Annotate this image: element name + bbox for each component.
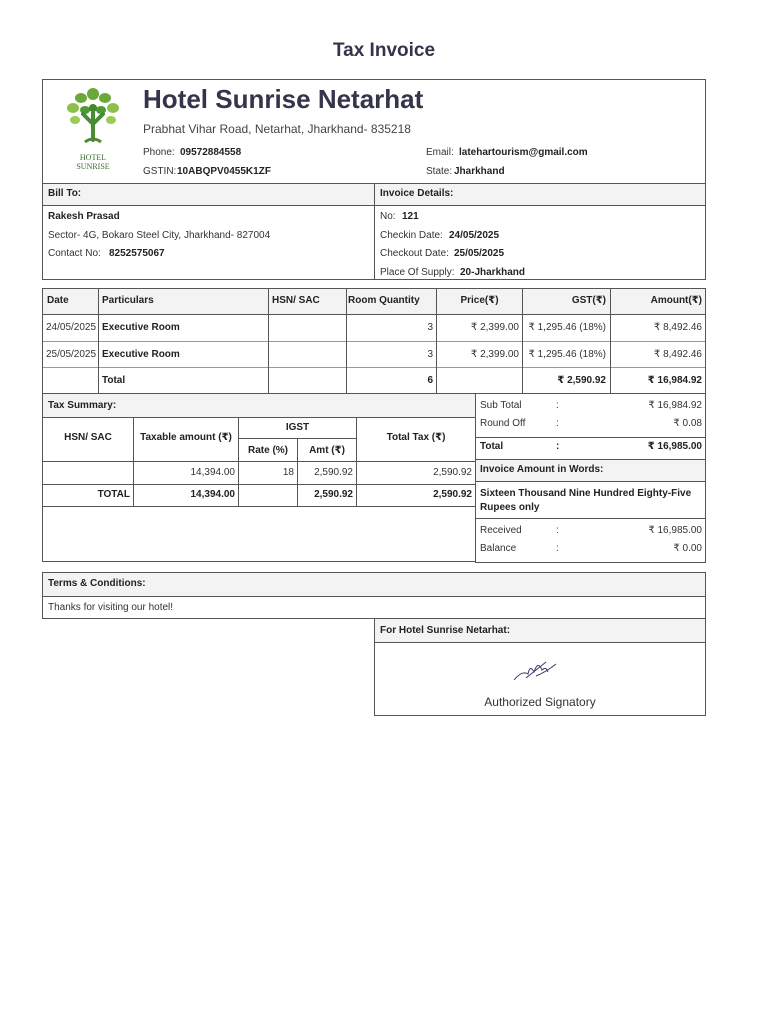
grand-total-colon: : (556, 441, 560, 452)
received-value: ₹ 16,985.00 (648, 525, 702, 536)
row-amount: ₹ 8,492.46 (653, 349, 702, 360)
hotel-phone-label: Phone: (143, 147, 175, 158)
col-header-qty: Room Quantity (348, 295, 420, 306)
tree-logo-icon (63, 84, 123, 146)
col-header-price: Price(₹) (460, 295, 499, 306)
tax-total-total-tax: 2,590.92 (433, 489, 472, 500)
tax-total-taxable: 14,394.00 (190, 489, 235, 500)
received-label: Received (480, 525, 522, 536)
tax-col-taxable: Taxable amount (₹) (140, 432, 232, 443)
checkout-label: Checkout Date: (380, 248, 449, 259)
hotel-name: Hotel Sunrise Netarhat (143, 84, 424, 114)
tax-col-rate: Rate (%) (247, 445, 288, 456)
logo-text-line1: HOTEL (79, 153, 107, 162)
terms-text: Thanks for visiting our hotel! (48, 602, 174, 613)
amount-in-words-heading: Invoice Amount in Words: (480, 464, 604, 475)
row-gst: ₹ 1,295.46 (18%) (528, 322, 606, 333)
hotel-state: Jharkhand (454, 166, 505, 177)
col-header-gst: GST(₹) (571, 295, 606, 306)
row-qty: 3 (427, 349, 433, 360)
items-total-qty: 6 (427, 375, 433, 386)
checkin-date: 24/05/2025 (449, 230, 500, 241)
place-of-supply-label: Place Of Supply: (380, 267, 455, 278)
subtotal-colon: : (556, 400, 559, 411)
tax-total-amt: 2,590.92 (314, 489, 353, 500)
terms-box (42, 572, 706, 619)
customer-contact-label: Contact No: (48, 248, 101, 259)
customer-contact: 8252575067 (109, 248, 165, 259)
hotel-state-label: State: (426, 166, 453, 177)
roundoff-colon: : (556, 418, 559, 429)
authorized-signatory-label: Authorized Signatory (484, 695, 596, 709)
col-header-hsn: HSN/ SAC (272, 295, 320, 306)
checkout-date: 25/05/2025 (454, 248, 505, 259)
items-total-label: Total (102, 375, 126, 386)
hotel-logo (63, 84, 123, 170)
terms-heading: Terms & Conditions: (48, 578, 146, 589)
balance-colon: : (556, 543, 559, 554)
row-date: 25/05/2025 (46, 349, 97, 360)
signature-image (512, 656, 562, 684)
logo-text-line2: SUNRISE (76, 162, 110, 171)
tax-row-taxable: 14,394.00 (190, 467, 235, 478)
tax-col-amt: Amt (₹) (309, 445, 345, 456)
bill-to-heading: Bill To: (48, 188, 82, 199)
row-date: 24/05/2025 (46, 322, 97, 333)
invoice-no: 121 (402, 211, 419, 222)
row-price: ₹ 2,399.00 (470, 322, 519, 333)
row-price: ₹ 2,399.00 (470, 349, 519, 360)
row-particulars: Executive Room (102, 349, 180, 360)
received-colon: : (556, 525, 559, 536)
invoice-no-label: No: (380, 211, 396, 222)
row-amount: ₹ 8,492.46 (653, 322, 702, 333)
roundoff-label: Round Off (480, 418, 526, 429)
customer-name: Rakesh Prasad (48, 211, 120, 222)
tax-row-rate: 18 (282, 467, 294, 478)
tax-total-label: TOTAL (97, 489, 130, 500)
place-of-supply: 20-Jharkhand (460, 267, 526, 278)
row-particulars: Executive Room (102, 322, 180, 333)
invoice-header-box (42, 79, 706, 280)
items-total-gst: ₹ 2,590.92 (557, 375, 606, 386)
hotel-email[interactable]: latehartourism@gmail.com (459, 147, 588, 158)
invoice-details-heading: Invoice Details: (380, 188, 454, 199)
col-header-date: Date (47, 295, 69, 306)
checkin-label: Checkin Date: (380, 230, 443, 241)
grand-total-value: ₹ 16,985.00 (647, 441, 702, 452)
customer-address: Sector- 4G, Bokaro Steel City, Jharkhand- 827004 (48, 230, 271, 241)
col-header-amount: Amount(₹) (650, 295, 702, 306)
roundoff-value: ₹ 0.08 (673, 418, 702, 429)
hotel-gstin-label: GSTIN: (143, 166, 177, 177)
hotel-gstin: 10ABQPV0455K1ZF (177, 166, 271, 177)
balance-value: ₹ 0.00 (673, 543, 702, 554)
balance-label: Balance (480, 543, 517, 554)
signatory-box (374, 618, 706, 716)
col-header-particulars: Particulars (102, 295, 154, 306)
hotel-phone: 09572884558 (180, 147, 242, 158)
subtotal-label: Sub Total (480, 400, 522, 411)
totals-panel (475, 394, 706, 563)
document-title: Tax Invoice (332, 40, 436, 61)
amount-in-words: Sixteen Thousand Nine Hundred Eighty-Five Rupees only (480, 488, 692, 513)
row-qty: 3 (427, 322, 433, 333)
hotel-email-label: Email: (426, 147, 454, 158)
tax-col-hsn: HSN/ SAC (64, 432, 112, 443)
items-table (42, 288, 706, 394)
subtotal-value: ₹ 16,984.92 (648, 400, 702, 411)
tax-summary-box (42, 394, 476, 562)
tax-row-amt: 2,590.92 (314, 467, 353, 478)
tax-col-total-tax: Total Tax (₹) (386, 432, 446, 443)
tax-col-igst: IGST (285, 422, 310, 433)
grand-total-label: Total (480, 441, 504, 452)
row-gst: ₹ 1,295.46 (18%) (528, 349, 606, 360)
items-total-amount: ₹ 16,984.92 (647, 375, 702, 386)
tax-summary-heading: Tax Summary: (48, 400, 117, 411)
signatory-heading: For Hotel Sunrise Netarhat: (380, 625, 511, 636)
hotel-address: Prabhat Vihar Road, Netarhat, Jharkhand- 835218 (143, 122, 411, 136)
tax-row-total-tax: 2,590.92 (433, 467, 472, 478)
